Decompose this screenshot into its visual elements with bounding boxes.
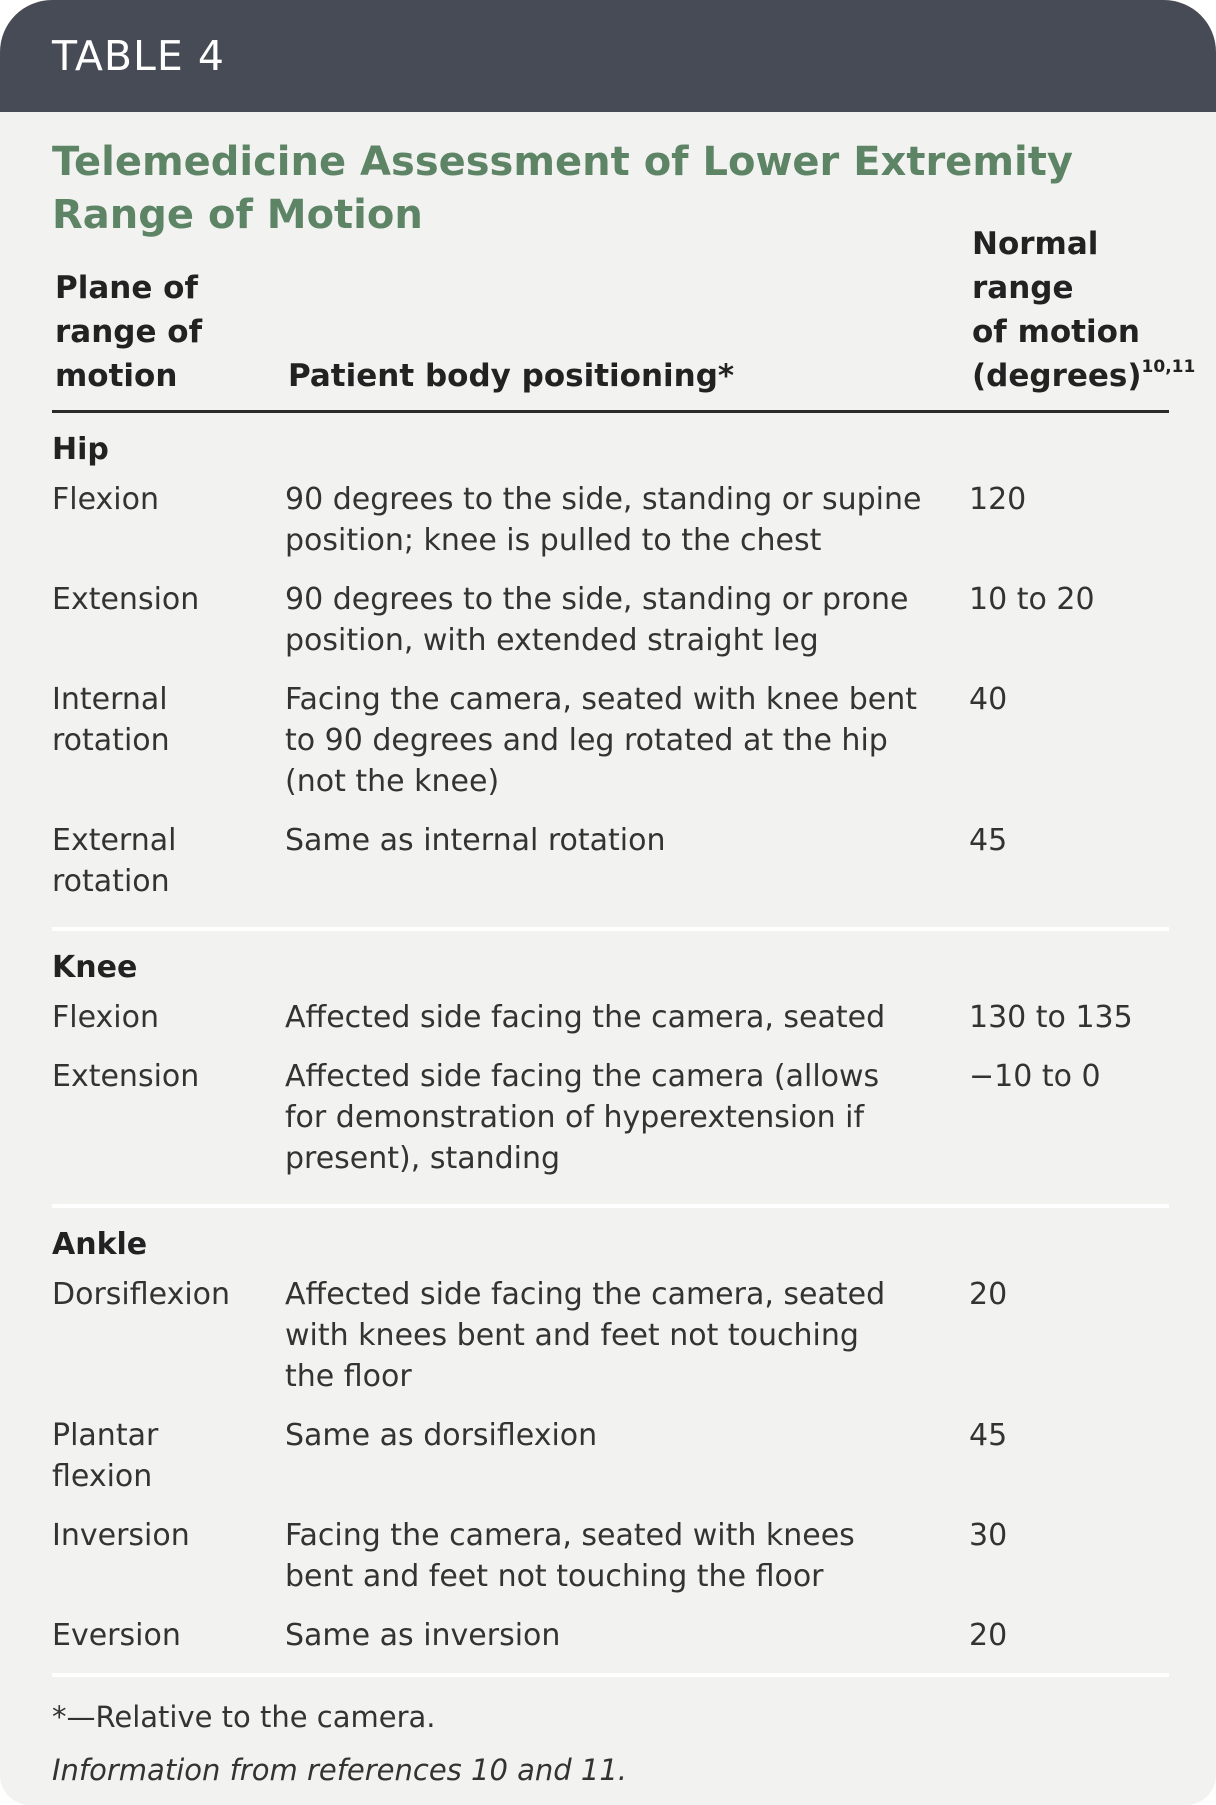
header-positioning: Patient body positioning*	[288, 358, 735, 394]
group-ankle	[52, 1208, 1169, 1677]
cell-positioning-line: 90 degrees to the side, standing or supine	[285, 482, 922, 517]
header-references: 10,11	[1141, 357, 1196, 377]
table-title: Telemedicine Assessment of Lower Extremity Range of Motion	[52, 139, 1073, 238]
cell-plane	[52, 679, 285, 802]
header-normal-range: Normal range of motion (degrees)$^{10,11}$	[972, 226, 1196, 394]
cell-positioning	[285, 1274, 969, 1397]
cell-positioning-line: bent and feet not touching the floor	[285, 1559, 824, 1594]
table-row	[52, 572, 1169, 672]
cell-positioning	[285, 1615, 969, 1656]
group-knee	[52, 931, 1169, 1208]
cell-plane	[52, 1415, 285, 1497]
header-plane: Plane of range of motion	[55, 270, 203, 394]
cell-positioning-line: present), standing	[285, 1141, 561, 1176]
cell-normal-range: 20	[969, 1277, 1008, 1312]
table-banner	[0, 0, 1216, 112]
cell-plane-line: Extension	[52, 1059, 200, 1094]
cell-plane-line: Eversion	[52, 1618, 181, 1653]
cell-positioning	[285, 479, 969, 561]
table-row	[52, 990, 1169, 1049]
table-number: TABLE 4	[52, 32, 225, 80]
cell-positioning-line: Same as inversion	[285, 1618, 561, 1653]
cell-plane-line: Flexion	[52, 482, 159, 517]
cell-positioning	[285, 1515, 969, 1597]
table-row	[52, 1508, 1169, 1608]
cell-positioning-line: position; knee is pulled to the chest	[285, 523, 822, 558]
cell-plane	[52, 1056, 285, 1179]
cell-plane	[52, 479, 285, 561]
cell-plane-line: External	[52, 823, 177, 858]
table-body	[52, 413, 1169, 1677]
table-row	[52, 472, 1169, 572]
cell-positioning	[285, 679, 969, 802]
cell-plane-line: Inversion	[52, 1518, 190, 1553]
cell-plane-line: Flexion	[52, 1000, 159, 1035]
cell-plane	[52, 820, 285, 902]
table-row	[52, 1408, 1169, 1508]
cell-plane-line: flexion	[52, 1459, 153, 1494]
cell-plane	[52, 1274, 285, 1397]
cell-positioning-line: with knees bent and feet not touching	[285, 1318, 859, 1353]
cell-normal-range: 120	[969, 482, 1027, 517]
source-note: Information from references 10 and 11.	[52, 1753, 628, 1787]
table-row	[52, 1049, 1169, 1190]
cell-normal-range: 40	[969, 682, 1008, 717]
cell-normal-range: 45	[969, 823, 1008, 858]
cell-plane-line: Plantar	[52, 1418, 159, 1453]
cell-positioning-line: for demonstration of hyperextension if	[285, 1100, 865, 1135]
cell-normal-range: −10 to 0	[969, 1059, 1101, 1094]
cell-positioning-line: Affected side facing the camera, seated	[285, 1000, 886, 1035]
group-title: Knee	[52, 950, 138, 985]
cell-positioning-line: the floor	[285, 1359, 412, 1394]
group-title: Hip	[52, 432, 109, 467]
cell-plane-line: Extension	[52, 582, 200, 617]
cell-plane	[52, 579, 285, 661]
table-row	[52, 1267, 1169, 1408]
cell-positioning-line: 90 degrees to the side, standing or prone	[285, 582, 909, 617]
group-title: Ankle	[52, 1227, 148, 1262]
cell-positioning-line: Affected side facing the camera (allows	[285, 1059, 880, 1094]
cell-positioning-line: Affected side facing the camera, seated	[285, 1277, 886, 1312]
cell-positioning	[285, 997, 969, 1038]
cell-plane	[52, 1515, 285, 1597]
cell-plane-line: Internal	[52, 682, 168, 717]
cell-positioning-line: Facing the camera, seated with knees	[285, 1518, 855, 1553]
table-row	[52, 813, 1169, 913]
cell-plane-line: rotation	[52, 723, 170, 758]
cell-plane-line: Dorsiflexion	[52, 1277, 231, 1312]
cell-positioning-line: (not the knee)	[285, 764, 500, 799]
cell-positioning-line: Same as internal rotation	[285, 823, 666, 858]
cell-normal-range: 30	[969, 1518, 1008, 1553]
footnote: *—Relative to the camera.	[52, 1700, 436, 1734]
cell-plane-line: rotation	[52, 864, 170, 899]
cell-normal-range: 20	[969, 1618, 1008, 1653]
table-row	[52, 672, 1169, 813]
cell-positioning-line: position, with extended straight leg	[285, 623, 819, 658]
cell-positioning-line: Facing the camera, seated with knee bent	[285, 682, 917, 717]
table-header	[52, 226, 1196, 413]
cell-positioning-line: Same as dorsiflexion	[285, 1418, 598, 1453]
table-content	[52, 112, 1196, 1790]
cell-plane	[52, 997, 285, 1038]
cell-positioning	[285, 579, 969, 661]
cell-positioning	[285, 1056, 969, 1179]
cell-positioning	[285, 1415, 969, 1497]
cell-positioning-line: to 90 degrees and leg rotated at the hip	[285, 723, 888, 758]
table-row	[52, 1608, 1169, 1667]
cell-positioning	[285, 820, 969, 902]
cell-normal-range: 130 to 135	[969, 1000, 1133, 1035]
cell-normal-range: 10 to 20	[969, 582, 1095, 617]
cell-normal-range: 45	[969, 1418, 1008, 1453]
cell-plane	[52, 1615, 285, 1656]
group-hip	[52, 413, 1169, 931]
